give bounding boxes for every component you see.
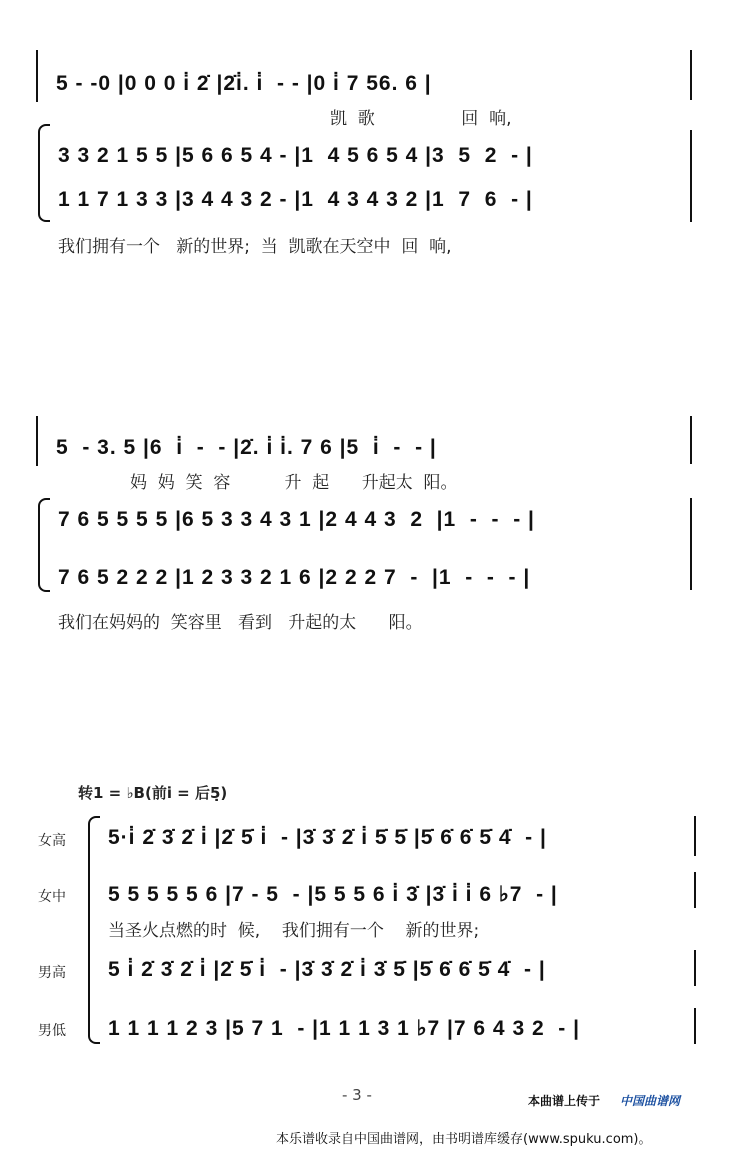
page-number: - 3 - xyxy=(342,1086,372,1104)
system-2-end-barline-1 xyxy=(690,416,692,464)
staff-1-1-notes: 5 - -0 |0 0 0 i̇ 2̇ |2̇i̇. i̇ - - |0 i̇ 7 56. 6 | xyxy=(56,72,432,95)
system-1-end-barline-1 xyxy=(690,50,692,100)
staff-3-1-notes: 5·i̇ 2̇ 3̇ 2̇ i̇ |2̇ 5̇ i̇ - |3̇ 3̇ 2̇ i̇ 5̇ 5̇ |5̇ 6̇ 6̇ 5̇ 4̇ - | xyxy=(108,826,547,849)
part-label-1: 女高 xyxy=(38,833,66,849)
footer-text: 本乐谱收录自中国曲谱网，由书明谱库缓存(www.spuku.com)。 xyxy=(276,1132,652,1147)
staff-1-1-lyric: 凯 歌 回 响, xyxy=(330,109,512,129)
staff-2-3-notes: 7 6 5 2 2 2 |1 2 3 3 2 1 6 |2 2 2 7 - |1 - - - | xyxy=(58,566,531,589)
system-1-brace xyxy=(38,124,50,222)
staff-2-1-lyric: 妈 妈 笑 容 升 起 升起太 阳。 xyxy=(130,473,458,493)
system-2-top-barline xyxy=(36,416,38,466)
system-2-brace xyxy=(38,498,50,592)
staff-1-3-notes: 1 1 7 1 3 3 |3 4 4 3 2 - |1 4 3 4 3 2 |1 7 6 - | xyxy=(58,188,533,211)
staff-1-3-lyric: 我们拥有一个 新的世界; 当 凯歌在天空中 回 响, xyxy=(58,237,452,257)
system-3-brace xyxy=(88,816,100,1044)
system-3-end-barline-4 xyxy=(694,1008,696,1044)
system-2-end-barline-2 xyxy=(690,498,692,590)
staff-3-2-notes: 5 5 5 5 5 6 |7 - 5 - |5 5 5 6 i̇ 3̇ |3̇ i̇ i̇ 6 ♭7 - | xyxy=(108,883,558,906)
staff-1-2-notes: 3 3 2 1 5 5 |5 6 6 5 4 - |1 4 5 6 5 4 |3 5 2 - | xyxy=(58,144,533,167)
system-3-end-barline-3 xyxy=(694,950,696,986)
site-logo: 中国曲谱网 xyxy=(620,1094,681,1108)
system-1-end-barline-2 xyxy=(690,130,692,222)
system-3-end-barline-2 xyxy=(694,872,696,908)
upload-note: 本曲谱上传于 xyxy=(528,1094,601,1108)
staff-2-2-notes: 7 6 5 5 5 5 |6 5 3 3 4 3 1 |2 4 4 3 2 |1 - - - | xyxy=(58,508,535,531)
staff-3-2-lyric: 当圣火点燃的时 候, 我们拥有一个 新的世界; xyxy=(108,921,480,941)
part-label-4: 男低 xyxy=(38,1023,66,1039)
key-change: 转1 = ♭B(前i̇ = 后5̣) xyxy=(78,784,228,802)
staff-3-3-notes: 5 i̇ 2̇ 3̇ 2̇ i̇ |2̇ 5̇ i̇ - |3̇ 3̇ 2̇ i̇ 3̇ 5̇ |5̇ 6̇ 6̇ 5̇ 4̇ - | xyxy=(108,958,546,981)
system-3-end-barline-1 xyxy=(694,816,696,856)
part-label-3: 男高 xyxy=(38,965,66,981)
staff-3-4-notes: 1 1 1 1 2 3 |5 7 1 - |1 1 1 3 1 ♭7 |7 6 4 3 2 - | xyxy=(108,1017,581,1040)
staff-2-3-lyric: 我们在妈妈的 笑容里 看到 升起的太 阳。 xyxy=(58,613,423,633)
part-label-2: 女中 xyxy=(38,889,66,905)
system-1-top-barline xyxy=(36,50,38,102)
staff-2-1-notes: 5 - 3. 5 |6 i̇ - - |2̇. i̇ i̇. 7 6 |5 i̇ - - | xyxy=(56,436,437,459)
